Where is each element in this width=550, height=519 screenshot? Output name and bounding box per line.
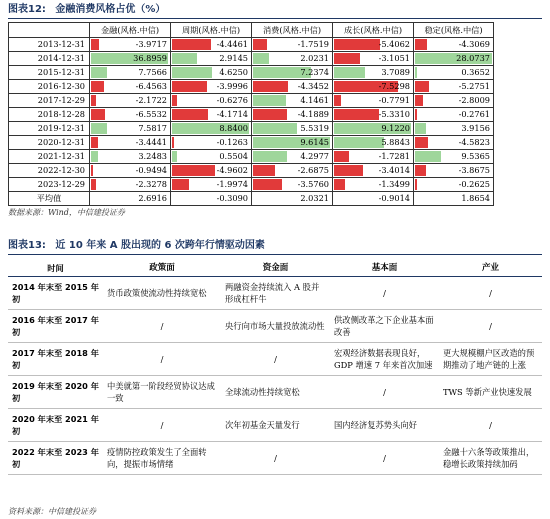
cell-value: -0.6276 <box>216 95 248 105</box>
value-cell <box>252 178 333 192</box>
cell-value: -2.3278 <box>135 179 167 189</box>
funds-cell: / <box>274 354 277 364</box>
value-cell <box>414 150 494 164</box>
funds-cell: 次年初基金天量发行 <box>225 420 300 430</box>
row-time: 2019 年末至 2020 年初 <box>12 381 99 403</box>
table-row <box>8 376 542 409</box>
row-time: 2014 年末至 2015 年初 <box>12 282 99 304</box>
column-header: 稳定(风格.中信) <box>414 23 494 38</box>
cell-value: 4.6250 <box>219 67 248 77</box>
table-row <box>9 136 494 150</box>
value-cell <box>333 108 414 122</box>
cell-value: -3.5760 <box>297 179 329 189</box>
value-cell <box>252 122 333 136</box>
cell-value: 5.8843 <box>381 137 410 147</box>
table12-heading: 金融消费风格占优（%） <box>55 4 166 15</box>
table-row <box>9 178 494 192</box>
industry-cell: / <box>489 321 492 331</box>
row-date: 2013-12-31 <box>9 38 90 52</box>
style-returns-table <box>8 22 494 206</box>
row-date: 2020-12-31 <box>9 136 90 150</box>
value-cell <box>414 136 494 150</box>
average-value <box>252 192 333 206</box>
funds-cell: / <box>274 453 277 463</box>
table12-title <box>8 2 542 19</box>
cell-value: -4.3069 <box>458 39 490 49</box>
cell-value: -3.9717 <box>135 39 167 49</box>
value-cell <box>333 80 414 94</box>
value-cell <box>414 80 494 94</box>
value-cell <box>90 122 171 136</box>
column-header: 金融(风格.中信) <box>90 23 171 38</box>
value-cell <box>90 66 171 80</box>
value-cell <box>252 108 333 122</box>
row-date: 2023-12-29 <box>9 178 90 192</box>
value-cell <box>90 178 171 192</box>
row-date: 2019-12-31 <box>9 122 90 136</box>
table-row <box>9 38 494 52</box>
value-cell <box>414 66 494 80</box>
column-header: 基本面 <box>371 263 398 273</box>
average-value <box>333 192 414 206</box>
table-row <box>9 66 494 80</box>
industry-cell: 更大规模棚户区改造的预期推动了地产链的上涨 <box>443 348 535 370</box>
average-value <box>90 192 171 206</box>
cell-value: -4.5823 <box>458 137 490 147</box>
cell-value: -1.3499 <box>378 179 410 189</box>
cell-value: -0.9014 <box>378 193 410 203</box>
cell-value: -3.4441 <box>135 137 167 147</box>
value-cell <box>333 150 414 164</box>
table-header-row <box>9 23 494 38</box>
policy-cell: / <box>160 420 164 430</box>
cell-value: 28.0737 <box>456 53 490 63</box>
value-cell <box>90 52 171 66</box>
row-date: 2021-12-31 <box>9 150 90 164</box>
drivers-table <box>8 260 542 475</box>
row-time: 2022 年末至 2023 年初 <box>12 447 99 469</box>
table-row <box>9 164 494 178</box>
cell-value: 3.9156 <box>461 123 490 133</box>
table-row <box>8 409 542 442</box>
value-cell <box>90 108 171 122</box>
cell-value: 0.3652 <box>461 67 490 77</box>
table-row <box>9 108 494 122</box>
table-row <box>8 343 542 376</box>
industry-cell: / <box>489 288 492 298</box>
table-row <box>9 122 494 136</box>
table12-label: 图表12: <box>8 4 46 15</box>
cell-value: 2.6916 <box>138 193 167 203</box>
row-date: 2022-12-30 <box>9 164 90 178</box>
value-cell <box>171 164 252 178</box>
cell-value: -5.3310 <box>378 109 410 119</box>
value-cell <box>171 66 252 80</box>
value-cell <box>171 52 252 66</box>
table12-source: 数据来源：Wind，中信建投证券 <box>8 208 125 217</box>
cell-value: 2.0231 <box>300 53 329 63</box>
value-cell <box>252 80 333 94</box>
cell-value: 36.8959 <box>133 53 167 63</box>
value-cell <box>414 122 494 136</box>
cell-value: -0.1263 <box>216 137 248 147</box>
drivers-table-header <box>8 260 542 277</box>
value-cell <box>333 94 414 108</box>
table13-label: 图表13: <box>8 240 46 251</box>
row-date: 2016-12-30 <box>9 80 90 94</box>
row-date: 2015-12-31 <box>9 66 90 80</box>
funds-cell: 两融资金持续流入 A 股并形成杠杆牛 <box>225 282 320 304</box>
value-cell <box>252 38 333 52</box>
value-cell <box>252 150 333 164</box>
value-cell <box>171 150 252 164</box>
funds-cell: 央行向市场大量投放流动性 <box>225 321 325 331</box>
value-cell <box>171 108 252 122</box>
average-value <box>171 192 252 206</box>
value-cell <box>414 38 494 52</box>
value-cell <box>414 52 494 66</box>
value-cell <box>252 164 333 178</box>
fundamentals-cell: / <box>383 453 386 463</box>
cell-value: -3.8675 <box>458 165 490 175</box>
cell-value: 4.2977 <box>300 151 329 161</box>
column-header: 政策面 <box>149 263 175 273</box>
fundamentals-cell: / <box>383 387 386 397</box>
value-cell <box>414 94 494 108</box>
value-cell <box>414 108 494 122</box>
average-row <box>9 192 494 206</box>
table13-title <box>8 238 542 255</box>
cell-value: 3.7089 <box>381 67 410 77</box>
value-cell <box>333 136 414 150</box>
value-cell <box>252 52 333 66</box>
table13-source: 资料来源：中信建投证券 <box>8 507 96 516</box>
table-row <box>8 442 542 475</box>
column-header: 成长(风格.中信) <box>333 23 414 38</box>
table-row <box>8 310 542 343</box>
value-cell <box>414 178 494 192</box>
cell-value: 8.8400 <box>219 123 248 133</box>
cell-value: -1.9974 <box>216 179 248 189</box>
value-cell <box>333 164 414 178</box>
cell-value: 0.5504 <box>219 151 248 161</box>
cell-value: 3.2483 <box>138 151 167 161</box>
date-column-header <box>9 23 90 38</box>
row-time: 2017 年末至 2018 年初 <box>12 348 99 370</box>
cell-value: 2.9145 <box>219 53 248 63</box>
value-cell <box>333 66 414 80</box>
average-label: 平均值 <box>9 192 90 206</box>
cell-value: 7.5817 <box>138 123 167 133</box>
cell-value: -0.2625 <box>458 179 490 189</box>
value-cell <box>252 136 333 150</box>
row-date: 2017-12-29 <box>9 94 90 108</box>
cell-value: -5.2751 <box>458 81 490 91</box>
policy-cell: 中美就第一阶段经贸协议达成一致 <box>107 381 215 403</box>
value-cell <box>171 94 252 108</box>
cell-value: -0.3090 <box>216 193 248 203</box>
cell-value: -2.8009 <box>458 95 490 105</box>
cell-value: 7.2374 <box>300 67 329 77</box>
cell-value: 9.5365 <box>461 151 490 161</box>
cell-value: 2.0321 <box>300 193 329 203</box>
policy-cell: / <box>160 354 164 364</box>
cell-value: -4.9602 <box>216 165 248 175</box>
table-row <box>9 150 494 164</box>
industry-cell: / <box>489 420 492 430</box>
cell-value: -6.5532 <box>135 109 167 119</box>
column-header: 周期(风格.中信) <box>171 23 252 38</box>
policy-cell: 货币政策使流动性持续宽松 <box>107 288 207 298</box>
value-cell <box>90 150 171 164</box>
value-cell <box>90 164 171 178</box>
policy-cell: 疫情防控政策发生了全面转向，提振市场情绪 <box>107 447 207 469</box>
value-cell <box>90 136 171 150</box>
cell-value: -3.1051 <box>378 53 410 63</box>
row-time: 2016 年末至 2017 年初 <box>12 315 99 337</box>
value-cell <box>333 38 414 52</box>
fundamentals-cell: / <box>383 288 386 298</box>
row-date: 2018-12-28 <box>9 108 90 122</box>
fundamentals-cell: 供改侧改革之下企业基本面改善 <box>334 315 434 337</box>
value-cell <box>90 38 171 52</box>
cell-value: -3.9996 <box>216 81 248 91</box>
cell-value: -2.6875 <box>297 165 329 175</box>
value-cell <box>171 136 252 150</box>
cell-value: -4.1889 <box>297 109 329 119</box>
cell-value: -6.4563 <box>135 81 167 91</box>
cell-value: -1.7281 <box>378 151 410 161</box>
cell-value: -0.7791 <box>378 95 410 105</box>
cell-value: -4.4461 <box>216 39 248 49</box>
cell-value: -1.7519 <box>297 39 329 49</box>
value-cell <box>252 94 333 108</box>
cell-value: 4.1461 <box>300 95 329 105</box>
table-row <box>9 52 494 66</box>
fundamentals-cell: 国内经济复苏势头向好 <box>334 420 417 430</box>
column-header: 资金面 <box>262 263 289 273</box>
value-cell <box>414 164 494 178</box>
value-cell <box>90 80 171 94</box>
cell-value: -0.2761 <box>458 109 490 119</box>
row-time: 2020 年末至 2021 年初 <box>12 414 99 436</box>
policy-cell: / <box>160 321 164 331</box>
table-row <box>9 94 494 108</box>
cell-value: -2.1722 <box>135 95 167 105</box>
row-date: 2014-12-31 <box>9 52 90 66</box>
cell-value: 9.1220 <box>381 123 410 133</box>
cell-value: -5.4062 <box>378 39 410 49</box>
cell-value: -0.9494 <box>135 165 167 175</box>
value-cell <box>171 80 252 94</box>
value-cell <box>333 52 414 66</box>
value-cell <box>171 122 252 136</box>
value-cell <box>252 66 333 80</box>
value-cell <box>333 178 414 192</box>
value-cell <box>171 178 252 192</box>
value-cell <box>333 122 414 136</box>
column-header: 产业 <box>481 263 499 273</box>
average-value <box>414 192 494 206</box>
industry-cell: TWS 等新产业快速发展 <box>443 387 532 397</box>
table13-heading: 近 10 年来 A 股出现的 6 次跨年行情驱动因素 <box>55 240 265 251</box>
cell-value: 5.5319 <box>300 123 329 133</box>
table-row <box>9 80 494 94</box>
cell-value: -4.3452 <box>297 81 329 91</box>
value-cell <box>90 94 171 108</box>
cell-value: -4.1714 <box>216 109 248 119</box>
cell-value: -7.5298 <box>378 81 410 91</box>
column-header: 时间 <box>47 263 64 273</box>
industry-cell: 金融十六条等政策推出，稳增长政策持续加码 <box>443 447 535 469</box>
funds-cell: 全球流动性持续宽松 <box>225 387 300 397</box>
cell-value: 1.8654 <box>461 193 490 203</box>
table-row <box>8 277 542 310</box>
fundamentals-cell: 宏观经济数据表现良好，GDP 增速 7 年来首次加速 <box>334 348 433 370</box>
cell-value: 7.7566 <box>138 67 167 77</box>
cell-value: 9.6145 <box>300 137 329 147</box>
value-cell <box>171 38 252 52</box>
column-header: 消费(风格.中信) <box>252 23 333 38</box>
cell-value: -3.4014 <box>378 165 410 175</box>
